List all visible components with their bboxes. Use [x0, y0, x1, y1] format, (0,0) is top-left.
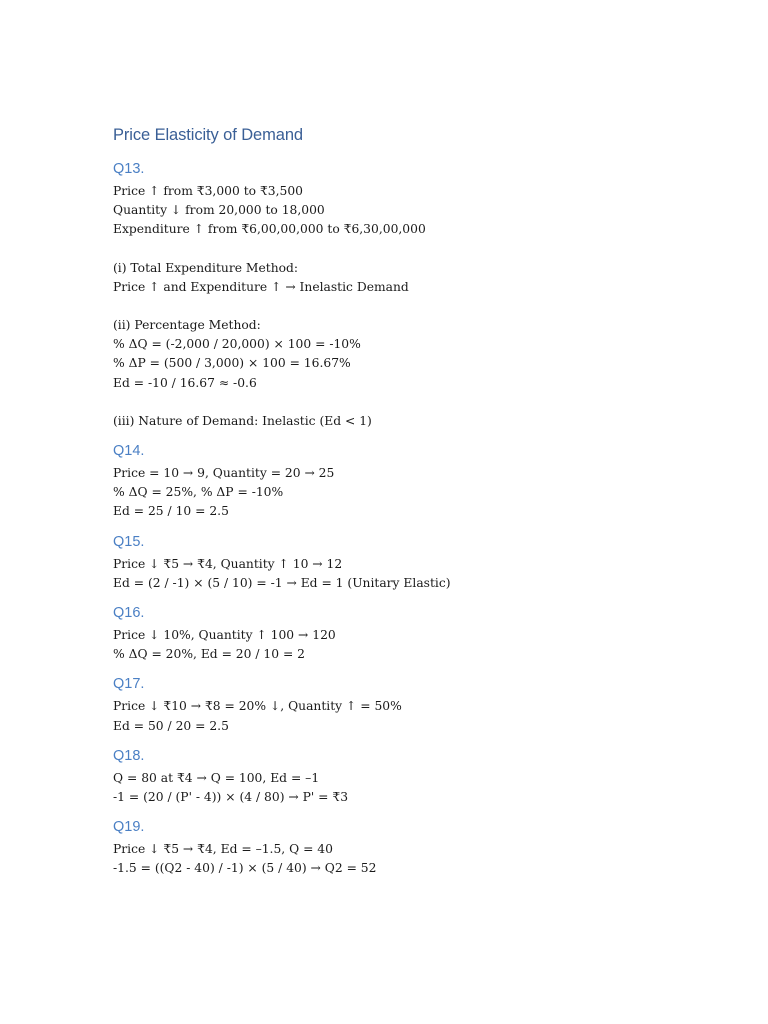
section-gap	[113, 431, 733, 442]
section-gap	[113, 807, 733, 818]
text-line: Price ↓ 10%, Quantity ↑ 100 → 120	[113, 628, 336, 643]
text-line: Ed = (2 / -1) × (5 / 10) = -1 → Ed = 1 (Unitary Elastic)	[113, 575, 451, 590]
text-line: Ed = -10 / 16.67 ≈ -0.6	[113, 375, 257, 390]
section-gap	[113, 593, 733, 604]
question-section	[113, 747, 733, 818]
text-line: (iii) Nature of Demand: Inelastic (Ed < 1)	[113, 413, 372, 428]
text-line: % ΔQ = 25%, % ΔP = -10%	[113, 485, 284, 500]
text-line: (ii) Percentage Method:	[113, 318, 261, 333]
paragraph-gap	[113, 393, 733, 412]
text-line: Price ↑ from ₹3,000 to ₹3,500	[113, 184, 303, 198]
text-line: Expenditure ↑ from ₹6,00,00,000 to ₹6,30,00,000	[113, 222, 426, 237]
text-line: Price ↑ and Expenditure ↑ → Inelastic Demand	[113, 279, 409, 294]
section-gap	[113, 736, 733, 747]
text-line: Quantity ↓ from 20,000 to 18,000	[113, 203, 325, 218]
text-line: Price ↓ ₹5 → ₹4, Quantity ↑ 10 → 12	[113, 556, 343, 571]
paragraph-gap	[113, 240, 733, 259]
text-line: -1.5 = ((Q2 - 40) / -1) × (5 / 40) → Q2 = 52	[113, 861, 377, 876]
question-heading: Q15.	[113, 533, 145, 550]
question-heading: Q17.	[113, 676, 145, 693]
question-section	[113, 675, 733, 746]
text-line: Price = 10 → 9, Quantity = 20 → 25	[113, 466, 335, 481]
section-gap	[113, 664, 733, 675]
section-gap	[113, 522, 733, 533]
question-section	[113, 442, 733, 533]
text-line: Price ↓ ₹10 → ₹8 = 20% ↓, Quantity ↑ = 50%	[113, 699, 402, 714]
text-line: -1 = (20 / (P' - 4)) × (4 / 80) → P' = ₹3	[113, 790, 349, 805]
text-line: % ΔQ = (-2,000 / 20,000) × 100 = -10%	[113, 337, 361, 352]
text-line: (i) Total Expenditure Method:	[113, 260, 299, 275]
question-heading: Q14.	[113, 443, 145, 460]
text-line: % ΔQ = 20%, Ed = 20 / 10 = 2	[113, 647, 305, 662]
question-heading: Q16.	[113, 605, 145, 622]
text-line: Q = 80 at ₹4 → Q = 100, Ed = –1	[113, 770, 320, 785]
question-sections	[113, 160, 733, 879]
question-heading: Q19.	[113, 819, 145, 836]
question-section	[113, 604, 733, 675]
text-line: Price ↓ ₹5 → ₹4, Ed = –1.5, Q = 40	[113, 842, 333, 857]
question-heading: Q13.	[113, 161, 145, 177]
text-line: % ΔP = (500 / 3,000) × 100 = 16.67%	[113, 356, 351, 371]
document-title: Price Elasticity of Demand	[113, 126, 303, 144]
text-line: Ed = 50 / 20 = 2.5	[113, 718, 229, 733]
document-content	[113, 126, 733, 879]
question-section	[113, 818, 733, 878]
text-line: Ed = 25 / 10 = 2.5	[113, 504, 229, 519]
question-section	[113, 160, 733, 442]
paragraph-gap	[113, 297, 733, 316]
question-section	[113, 533, 733, 604]
question-heading: Q18.	[113, 747, 145, 764]
